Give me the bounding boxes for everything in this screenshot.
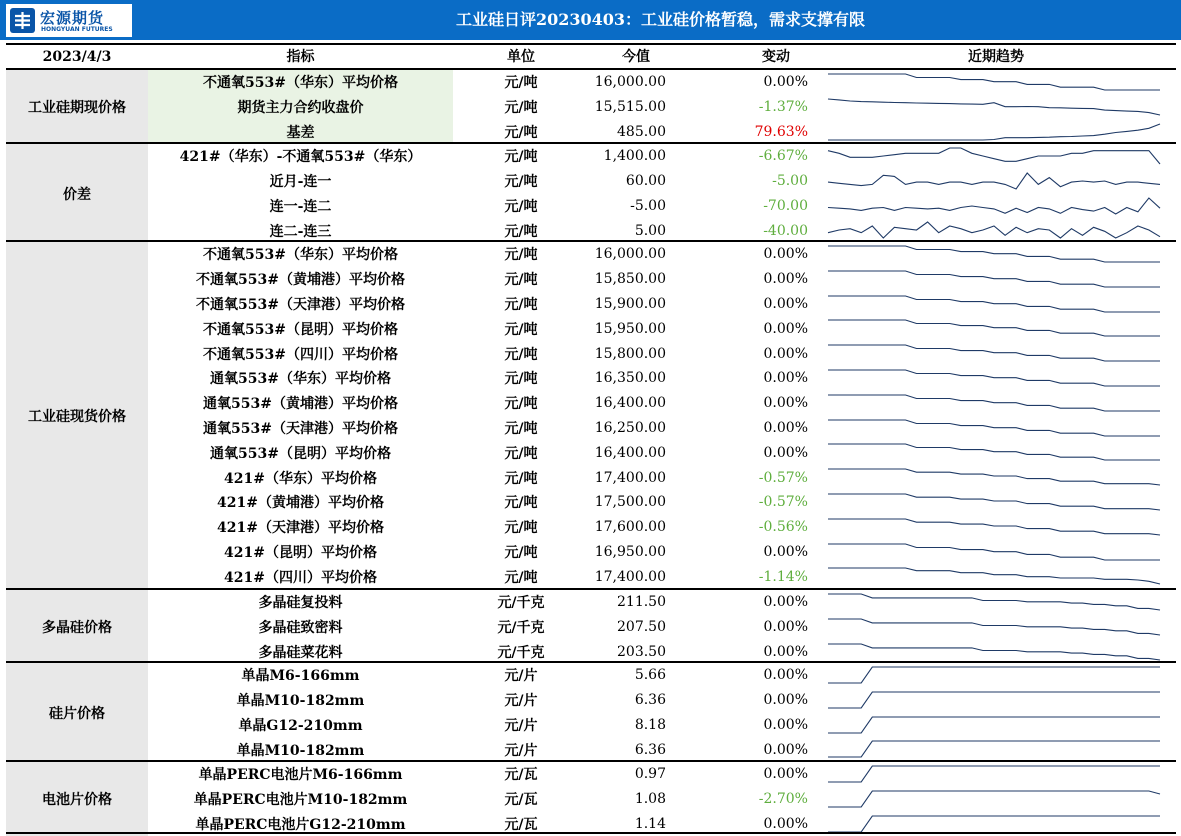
trend-line xyxy=(828,173,1160,189)
table-row xyxy=(6,391,1176,416)
trend-sparkline xyxy=(818,541,1170,563)
change-cell: 0.00% xyxy=(763,345,808,362)
indicator-name: 连一-连二 xyxy=(269,198,332,215)
unit-cell: 元/吨 xyxy=(504,124,538,141)
table-row xyxy=(6,242,1176,267)
unit-cell: 元/片 xyxy=(504,668,538,685)
change-cell: 0.00% xyxy=(763,766,808,783)
trend-sparkline xyxy=(818,714,1170,736)
trend-line xyxy=(828,420,1160,436)
trend-sparkline xyxy=(818,565,1170,587)
group-label: 硅片价格 xyxy=(6,663,148,762)
trend-sparkline xyxy=(818,367,1170,389)
change-cell: -0.57% xyxy=(758,469,808,486)
unit-cell: 元/吨 xyxy=(504,544,538,561)
value-cell: 8.18 xyxy=(634,716,666,733)
change-cell: 0.00% xyxy=(763,295,808,312)
unit-cell: 元/吨 xyxy=(504,296,538,313)
change-cell: 0.00% xyxy=(763,246,808,263)
trend-sparkline xyxy=(818,641,1170,663)
value-header: 今值 xyxy=(622,49,650,65)
unit-cell: 元/千克 xyxy=(497,620,545,637)
unit-header: 单位 xyxy=(507,49,535,65)
indicator-name: 不通氧553#（四川）平均价格 xyxy=(203,346,398,363)
unit-cell: 元/千克 xyxy=(497,595,545,612)
trend-line xyxy=(828,594,1160,610)
trend-sparkline xyxy=(818,342,1170,364)
table-row xyxy=(6,515,1176,540)
table-row xyxy=(6,787,1176,812)
trend-sparkline xyxy=(818,268,1170,290)
change-cell: -1.14% xyxy=(758,568,808,585)
trend-sparkline xyxy=(818,763,1170,785)
group-label: 多晶硅价格 xyxy=(6,590,148,664)
trend-sparkline xyxy=(818,170,1170,192)
value-cell: 16,950.00 xyxy=(594,543,666,560)
value-cell: 16,400.00 xyxy=(594,444,666,461)
trend-line xyxy=(828,395,1160,411)
table-group xyxy=(6,68,1176,144)
indicator-name: 不通氧553#（华东）平均价格 xyxy=(148,70,453,95)
value-cell: 17,500.00 xyxy=(594,494,666,511)
unit-cell: 元/吨 xyxy=(504,495,538,512)
logo-english-name: HONGYUAN FUTURES xyxy=(41,26,113,33)
table-row xyxy=(6,615,1176,640)
indicator-name: 不通氧553#（黄埔港）平均价格 xyxy=(196,272,405,289)
trend-sparkline xyxy=(818,441,1170,463)
trend-line xyxy=(828,741,1160,757)
table-row xyxy=(6,316,1176,341)
trend-line xyxy=(828,667,1160,683)
value-cell: 1.14 xyxy=(634,815,666,832)
value-cell: 60.00 xyxy=(625,173,666,190)
table-row xyxy=(6,267,1176,292)
change-cell: 0.00% xyxy=(763,815,808,832)
change-cell: 0.00% xyxy=(763,619,808,636)
trend-line xyxy=(828,619,1160,635)
trend-sparkline xyxy=(818,96,1170,118)
table-row xyxy=(6,144,1176,169)
indicator-name: 421#（黄埔港）平均价格 xyxy=(217,495,384,512)
value-cell: 5.66 xyxy=(634,667,666,684)
indicator-name: 连二-连三 xyxy=(269,223,332,240)
trend-line xyxy=(828,370,1160,386)
table-row xyxy=(6,564,1176,589)
trend-line xyxy=(828,692,1160,708)
change-header: 变动 xyxy=(762,49,790,65)
change-cell: 0.00% xyxy=(763,543,808,560)
indicator-name: 期货主力合约收盘价 xyxy=(148,95,453,120)
trend-sparkline xyxy=(818,392,1170,414)
unit-cell: 元/吨 xyxy=(504,198,538,215)
unit-cell: 元/吨 xyxy=(504,396,538,413)
trend-line xyxy=(828,469,1160,485)
table-row xyxy=(6,366,1176,391)
indicator-name: 单晶M10-182mm xyxy=(236,693,365,710)
trend-sparkline xyxy=(818,417,1170,439)
indicator-name: 通氧553#（黄埔港）平均价格 xyxy=(203,396,398,413)
change-cell: -0.56% xyxy=(758,519,808,536)
indicator-name: 通氧553#（天津港）平均价格 xyxy=(203,420,398,437)
trend-line xyxy=(828,717,1160,733)
indicator-name: 近月-连一 xyxy=(269,174,332,191)
table-row xyxy=(6,169,1176,194)
value-cell: 0.97 xyxy=(634,766,666,783)
value-cell: 203.50 xyxy=(617,643,666,660)
trend-line xyxy=(828,766,1160,782)
change-cell: -1.37% xyxy=(758,99,808,116)
unit-cell: 元/吨 xyxy=(504,272,538,289)
change-cell: 0.00% xyxy=(763,594,808,611)
unit-cell: 元/吨 xyxy=(504,75,538,92)
trend-line xyxy=(828,148,1160,164)
value-cell: 211.50 xyxy=(617,594,666,611)
change-cell: 0.00% xyxy=(763,741,808,758)
change-cell: 79.63% xyxy=(754,123,808,140)
value-cell: 15,900.00 xyxy=(594,295,666,312)
value-cell: 17,600.00 xyxy=(594,519,666,536)
change-cell: -40.00 xyxy=(763,222,808,239)
trend-line xyxy=(828,74,1160,90)
trend-sparkline xyxy=(818,616,1170,638)
trend-header: 近期趋势 xyxy=(968,49,1024,65)
trend-line xyxy=(828,644,1160,660)
unit-cell: 元/片 xyxy=(504,717,538,734)
change-cell: -5.00 xyxy=(772,173,808,190)
table-row xyxy=(6,416,1176,441)
trend-line xyxy=(828,124,1160,140)
indicator-name: 421#（华东）平均价格 xyxy=(224,470,377,487)
table-row xyxy=(6,737,1176,762)
table-row xyxy=(6,120,1176,145)
unit-cell: 元/吨 xyxy=(504,247,538,264)
unit-cell: 元/瓦 xyxy=(504,792,538,809)
group-label: 工业硅期现价格 xyxy=(6,70,148,144)
trend-sparkline xyxy=(818,516,1170,538)
company-logo xyxy=(6,4,132,37)
group-label: 价差 xyxy=(6,144,148,243)
table-row xyxy=(6,590,1176,615)
unit-cell: 元/片 xyxy=(504,742,538,759)
table-row xyxy=(6,688,1176,713)
unit-cell: 元/吨 xyxy=(504,569,538,586)
table-row xyxy=(6,70,1176,95)
trend-line xyxy=(828,198,1160,214)
table-row xyxy=(6,540,1176,565)
value-cell: 15,800.00 xyxy=(594,345,666,362)
table-row xyxy=(6,95,1176,120)
value-cell: 15,950.00 xyxy=(594,320,666,337)
trend-line xyxy=(828,99,1160,115)
indicator-name: 单晶M10-182mm xyxy=(236,742,365,759)
value-cell: 16,400.00 xyxy=(594,395,666,412)
trend-line xyxy=(828,296,1160,312)
table-group xyxy=(6,661,1176,762)
table-row xyxy=(6,663,1176,688)
trend-line xyxy=(828,568,1160,584)
change-cell: -2.70% xyxy=(758,791,808,808)
value-cell: 15,850.00 xyxy=(594,271,666,288)
table-group xyxy=(6,588,1176,664)
trend-line xyxy=(828,345,1160,361)
indicator-name: 不通氧553#（天津港）平均价格 xyxy=(196,296,405,313)
indicator-name: 单晶PERC电池片M6-166mm xyxy=(198,767,403,784)
trend-sparkline xyxy=(818,243,1170,265)
trend-line xyxy=(828,246,1160,262)
change-cell: 0.00% xyxy=(763,370,808,387)
indicator-name: 通氧553#（昆明）平均价格 xyxy=(210,445,391,462)
table-row xyxy=(6,440,1176,465)
trend-sparkline xyxy=(818,664,1170,686)
change-cell: 0.00% xyxy=(763,444,808,461)
trend-sparkline xyxy=(818,689,1170,711)
trend-sparkline xyxy=(818,788,1170,810)
indicator-name: 421#（天津港）平均价格 xyxy=(217,520,384,537)
unit-cell: 元/吨 xyxy=(504,223,538,240)
indicator-header: 指标 xyxy=(286,49,315,65)
unit-cell: 元/吨 xyxy=(504,174,538,191)
indicator-name: 多晶硅复投料 xyxy=(258,595,343,612)
indicator-name: 多晶硅致密料 xyxy=(258,620,343,637)
change-cell: 0.00% xyxy=(763,419,808,436)
trend-line xyxy=(828,271,1160,287)
change-cell: 0.00% xyxy=(763,692,808,709)
change-cell: 0.00% xyxy=(763,643,808,660)
indicator-name: 421#（四川）平均价格 xyxy=(224,569,377,586)
indicator-name: 421#（华东）-不通氧553#（华东） xyxy=(179,149,422,166)
indicator-name: 421#（昆明）平均价格 xyxy=(224,544,377,561)
table-row xyxy=(6,341,1176,366)
trend-sparkline xyxy=(818,145,1170,167)
title-bar xyxy=(0,0,1181,40)
unit-cell: 元/吨 xyxy=(504,149,538,166)
change-cell: 0.00% xyxy=(763,271,808,288)
unit-cell: 元/片 xyxy=(504,693,538,710)
table-group xyxy=(6,760,1176,836)
group-label: 电池片价格 xyxy=(6,762,148,836)
change-cell: 0.00% xyxy=(763,395,808,412)
unit-cell: 元/吨 xyxy=(504,371,538,388)
indicator-name: 单晶M6-166mm xyxy=(241,668,360,685)
trend-sparkline xyxy=(818,591,1170,613)
table-row xyxy=(6,762,1176,787)
table-group xyxy=(6,240,1176,589)
value-cell: 16,000.00 xyxy=(594,246,666,263)
group-label: 工业硅现货价格 xyxy=(6,242,148,589)
trend-sparkline xyxy=(818,293,1170,315)
value-cell: 207.50 xyxy=(617,619,666,636)
trend-line xyxy=(828,222,1160,238)
value-cell: 6.36 xyxy=(634,692,666,709)
change-cell: 0.00% xyxy=(763,716,808,733)
value-cell: 17,400.00 xyxy=(594,469,666,486)
change-cell: -70.00 xyxy=(763,197,808,214)
trend-sparkline xyxy=(818,71,1170,93)
indicator-name: 单晶PERC电池片G12-210mm xyxy=(195,816,406,833)
indicator-name: 多晶硅菜花料 xyxy=(258,644,343,661)
table-row xyxy=(6,713,1176,738)
indicator-name: 不通氧553#（华东）平均价格 xyxy=(203,247,398,264)
value-cell: 485.00 xyxy=(617,123,666,140)
table-header-row xyxy=(6,43,1176,70)
value-cell: -5.00 xyxy=(630,197,666,214)
table-row xyxy=(6,292,1176,317)
change-cell: 0.00% xyxy=(763,74,808,91)
value-cell: 1.08 xyxy=(634,791,666,808)
value-cell: 1,400.00 xyxy=(603,148,666,165)
trend-line xyxy=(828,544,1160,560)
unit-cell: 元/吨 xyxy=(504,470,538,487)
trend-sparkline xyxy=(818,219,1170,241)
trend-sparkline xyxy=(818,317,1170,339)
unit-cell: 元/吨 xyxy=(504,420,538,437)
logo-chinese-name: 宏源期货 xyxy=(40,9,105,27)
change-cell: 0.00% xyxy=(763,667,808,684)
table-row xyxy=(6,194,1176,219)
trend-line xyxy=(828,519,1160,535)
trend-sparkline xyxy=(818,121,1170,143)
trend-line xyxy=(828,816,1160,832)
trend-line xyxy=(828,791,1160,807)
change-cell: -6.67% xyxy=(758,148,808,165)
trend-sparkline xyxy=(818,491,1170,513)
logo-mark-icon xyxy=(10,8,35,33)
unit-cell: 元/吨 xyxy=(504,520,538,537)
indicator-name: 不通氧553#（昆明）平均价格 xyxy=(203,321,398,338)
unit-cell: 元/瓦 xyxy=(504,767,538,784)
value-cell: 17,400.00 xyxy=(594,568,666,585)
indicator-name: 基差 xyxy=(148,120,453,145)
value-cell: 6.36 xyxy=(634,741,666,758)
unit-cell: 元/吨 xyxy=(504,100,538,117)
table-group xyxy=(6,142,1176,243)
unit-cell: 元/吨 xyxy=(504,346,538,363)
value-cell: 16,000.00 xyxy=(594,74,666,91)
trend-line xyxy=(828,444,1160,460)
change-cell: 0.00% xyxy=(763,320,808,337)
report-title: 工业硅日评20230403：工业硅价格暂稳，需求支撑有限 xyxy=(455,10,866,29)
unit-cell: 元/吨 xyxy=(504,445,538,462)
unit-cell: 元/千克 xyxy=(497,644,545,661)
trend-line xyxy=(828,320,1160,336)
table-row xyxy=(6,490,1176,515)
trend-sparkline xyxy=(818,466,1170,488)
trend-sparkline xyxy=(818,738,1170,760)
indicator-name: 通氧553#（华东）平均价格 xyxy=(210,371,391,388)
date-header: 2023/4/3 xyxy=(42,49,112,65)
trend-sparkline xyxy=(818,195,1170,217)
value-cell: 16,250.00 xyxy=(594,419,666,436)
change-cell: -0.57% xyxy=(758,494,808,511)
value-cell: 16,350.00 xyxy=(594,370,666,387)
unit-cell: 元/瓦 xyxy=(504,816,538,833)
trend-line xyxy=(828,494,1160,510)
table-row xyxy=(6,465,1176,490)
unit-cell: 元/吨 xyxy=(504,321,538,338)
indicator-name: 单晶PERC电池片M10-182mm xyxy=(193,792,408,809)
indicator-name: 单晶G12-210mm xyxy=(238,717,363,734)
value-cell: 5.00 xyxy=(634,222,666,239)
value-cell: 15,515.00 xyxy=(594,99,666,116)
